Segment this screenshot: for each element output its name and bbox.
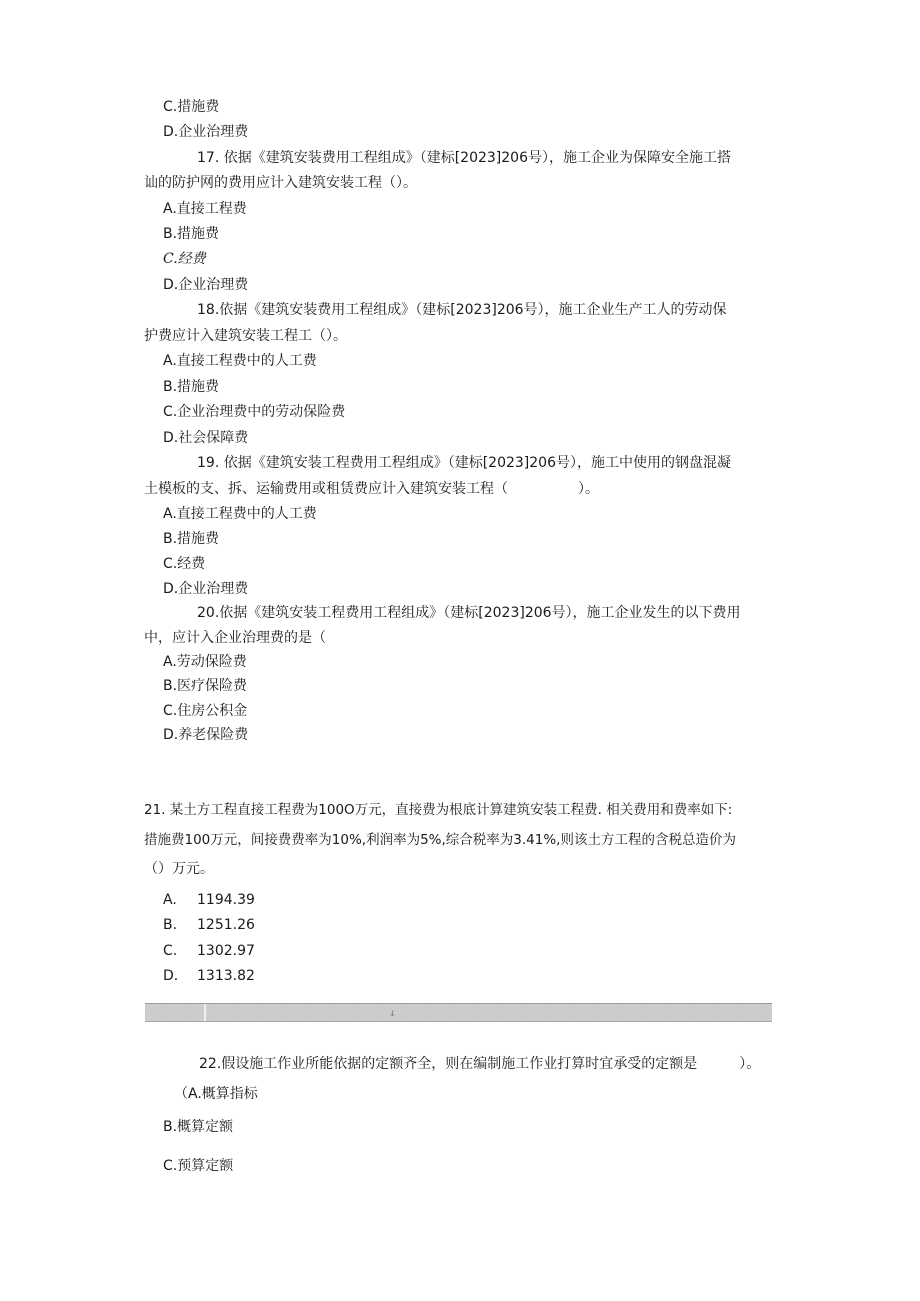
q21-option-d: [163, 967, 255, 985]
q22-option-b: B.概算定额: [163, 1119, 234, 1135]
q21-stem-line3: （）万元。: [144, 861, 214, 877]
q17-option-b: B.措施费: [163, 226, 220, 242]
q21-option-letter: A.: [163, 892, 177, 908]
q21-option-value: 1302.97: [197, 943, 255, 959]
q16-option-d: D.企业治理费: [163, 124, 249, 140]
q17-option-a: A.直接工程费: [163, 201, 247, 217]
q22-stem-line1: 22.假设施工作业所能依据的定额齐全，则在编制施工作业打算时宜承受的定额是 ）。: [199, 1056, 761, 1072]
section-divider-bar: [145, 1003, 772, 1022]
q22-option-c: C.预算定额: [163, 1158, 234, 1174]
q17-stem-line1: 17. 依据《建筑安装费用工程组成》（建标[2023]206号），施工企业为保障安全施工搭: [197, 150, 731, 166]
q20-stem-line1: 20.依据《建筑安装工程费用工程组成》（建标[2023]206号），施工企业发生的以下费用: [197, 605, 741, 621]
q17-option-d: D.企业治理费: [163, 277, 249, 293]
q18-option-c: C.企业治理费中的劳动保险费: [163, 404, 346, 420]
q19-stem-line2: 土模板的支、拆、运输费用或租赁费应计入建筑安装工程（ ）。: [144, 481, 599, 497]
q21-option-value: 1194.39: [197, 892, 255, 908]
q21-stem-line1: 21. 某土方工程直接工程费为100O万元，直接费为根底计算建筑安装工程费. 相关费用和费率如下:: [144, 802, 733, 818]
q20-option-b: B.医疗保险费: [163, 678, 248, 694]
q18-option-b: B.措施费: [163, 379, 220, 395]
q19-option-b: B.措施费: [163, 531, 220, 547]
q21-option-b: [163, 916, 255, 934]
q19-option-a: A.直接工程费中的人工费: [163, 506, 317, 522]
q20-option-d: D.养老保险费: [163, 727, 249, 743]
q19-option-c: C.经费: [163, 556, 206, 572]
q22-option-a: （A.概算指标: [174, 1086, 258, 1102]
q18-stem-line1: 18.依据《建筑安装费用工程组成》（建标[2023]206号），施工企业生产工人的劳动保: [197, 302, 727, 318]
q17-option-c: C.经费: [163, 251, 206, 267]
q19-option-d: D.企业治理费: [163, 581, 249, 597]
q18-option-a: A.直接工程费中的人工费: [163, 353, 317, 369]
q16-option-c: C.措施费: [163, 99, 220, 115]
q18-stem-line2: 护费应计入建筑安装工程工（）。: [144, 328, 347, 344]
q21-option-letter: D.: [163, 968, 179, 984]
q21-option-letter: C.: [163, 943, 178, 959]
q18-option-d: D.社会保障费: [163, 430, 249, 446]
q21-option-letter: B.: [163, 917, 178, 933]
q21-option-a: [163, 891, 255, 909]
q21-option-c: [163, 942, 255, 960]
q21-stem-line2: 措施费100万元，间接费费率为10%,利润率为5%,综合税率为3.41%,则该土方工程的含税总造价为: [144, 832, 736, 848]
divider-mark: ↓: [389, 1009, 396, 1018]
q21-option-value: 1251.26: [197, 917, 255, 933]
q20-option-c: C.住房公积金: [163, 703, 248, 719]
q20-stem-line2: 中，应计入企业治理费的是（: [144, 630, 326, 646]
divider-separator: [204, 1004, 206, 1021]
q17-stem-line2: 讪的防护网的费用应计入建筑安装工程（）。: [144, 175, 417, 191]
q21-option-value: 1313.82: [197, 968, 255, 984]
q19-stem-line1: 19. 依据《建筑安装工程费用工程组成》（建标[2023]206号），施工中使用的钢盘混凝: [197, 455, 731, 471]
q20-option-a: A.劳动保险费: [163, 654, 247, 670]
